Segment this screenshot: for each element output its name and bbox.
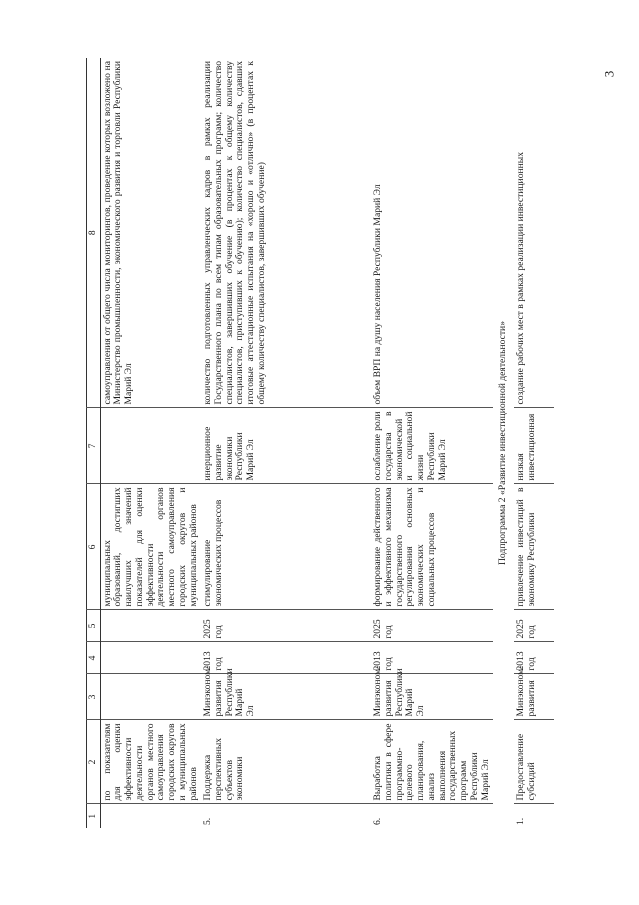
table-header-row — [87, 58, 101, 828]
start-year: 2013 год — [371, 642, 493, 674]
header-cell: 5 — [87, 610, 101, 642]
header-cell: 8 — [87, 58, 101, 408]
event-name: по показателям для оценки эффективности деятельности органов местного самоуправления городских округов и муниципальных районов — [100, 720, 201, 804]
consequences: инерционное развитие экономики Республики Марий Эл — [201, 408, 371, 484]
header-cell: 2 — [87, 720, 101, 804]
table-row — [100, 58, 201, 828]
event-name: Выработка политики в сфере программно-целевого планирования, анализ выполнения государственных программ Республики Марий Эл — [371, 720, 493, 804]
start-year: 2013 год — [201, 642, 371, 674]
executor — [100, 674, 201, 720]
indicator-link: самоуправления от общего числа мониторингов, проведение которых возложено на Министерство промышленности, экономического развития и торговли Республики Марий Эл — [101, 61, 135, 405]
end-year — [100, 610, 201, 642]
expected-result: привлечение инвестиций в экономику Республики — [514, 484, 554, 610]
start-year — [100, 642, 201, 674]
expected-result: формирование действенного и эффективного механизма государственного регулирования основных экономических и социальных процессов — [371, 484, 493, 610]
subprogram-title: Подпрограмма 2 «Развитие инвестиционной деятельности» — [497, 321, 509, 566]
consequences: низкая инвестиционная — [514, 408, 554, 484]
expected-result: муниципальных образований, достигших наилучших значений показателей для оценки эффективности деятельности органов местного самоуправления городских округов и муниципальных районов — [100, 484, 201, 610]
executor: Минэконом-развития — [514, 674, 554, 720]
start-year: 2013 год — [514, 642, 554, 674]
header-cell: 6 — [87, 484, 101, 610]
header-cell: 3 — [87, 674, 101, 720]
program-table — [86, 58, 554, 828]
indicator-link: создание рабочих мест в рамках реализации инвестиционных — [515, 151, 527, 405]
executor: Минэконом-развития Республики Марий Эл — [371, 674, 493, 720]
event-name: Поддержка перспективных субъектов экономики — [201, 720, 371, 804]
row-number: 6. — [371, 804, 493, 828]
end-year: 2025 год — [371, 610, 493, 642]
end-year: 2025 год — [514, 610, 554, 642]
subprogram-row — [493, 58, 514, 828]
executor: Минэконом-развития Республики Марий Эл — [201, 674, 371, 720]
header-cell: 1 — [87, 804, 101, 828]
rotated-table-container — [86, 58, 566, 828]
event-name: Предоставление субсидий — [514, 720, 554, 804]
row-number: 1. — [514, 804, 554, 828]
end-year: 2025 год — [201, 610, 371, 642]
row-number: 5. — [201, 804, 371, 828]
header-cell: 4 — [87, 642, 101, 674]
header-cell: 7 — [87, 408, 101, 484]
table-row — [514, 58, 554, 828]
table-row — [201, 58, 371, 828]
indicator-link: количество подготовленных управленческих кадров в рамках реализации Государственного плана по всем типам образовательных программ; количество специалистов, завершивших обучение (в процентах к общему количеству специалистов, приступивших к обучению); количество специалистов, сдавших итоговые аттестационные испытания на «хорошо и «отлично» (в процентах к общему количеству специалистов, завершивших обучение) — [202, 61, 267, 405]
consequences: ослабление роли государства в экономической и социальной жизни Республики Марий Эл — [371, 408, 493, 484]
consequences — [100, 408, 201, 484]
page-number: 3 — [601, 70, 617, 78]
expected-result: стимулирование экономических процессов — [201, 484, 371, 610]
row-number — [100, 804, 201, 828]
indicator-link: объем ВРП на душу населения Республики Марий Эл — [372, 184, 384, 405]
table-row — [371, 58, 493, 828]
